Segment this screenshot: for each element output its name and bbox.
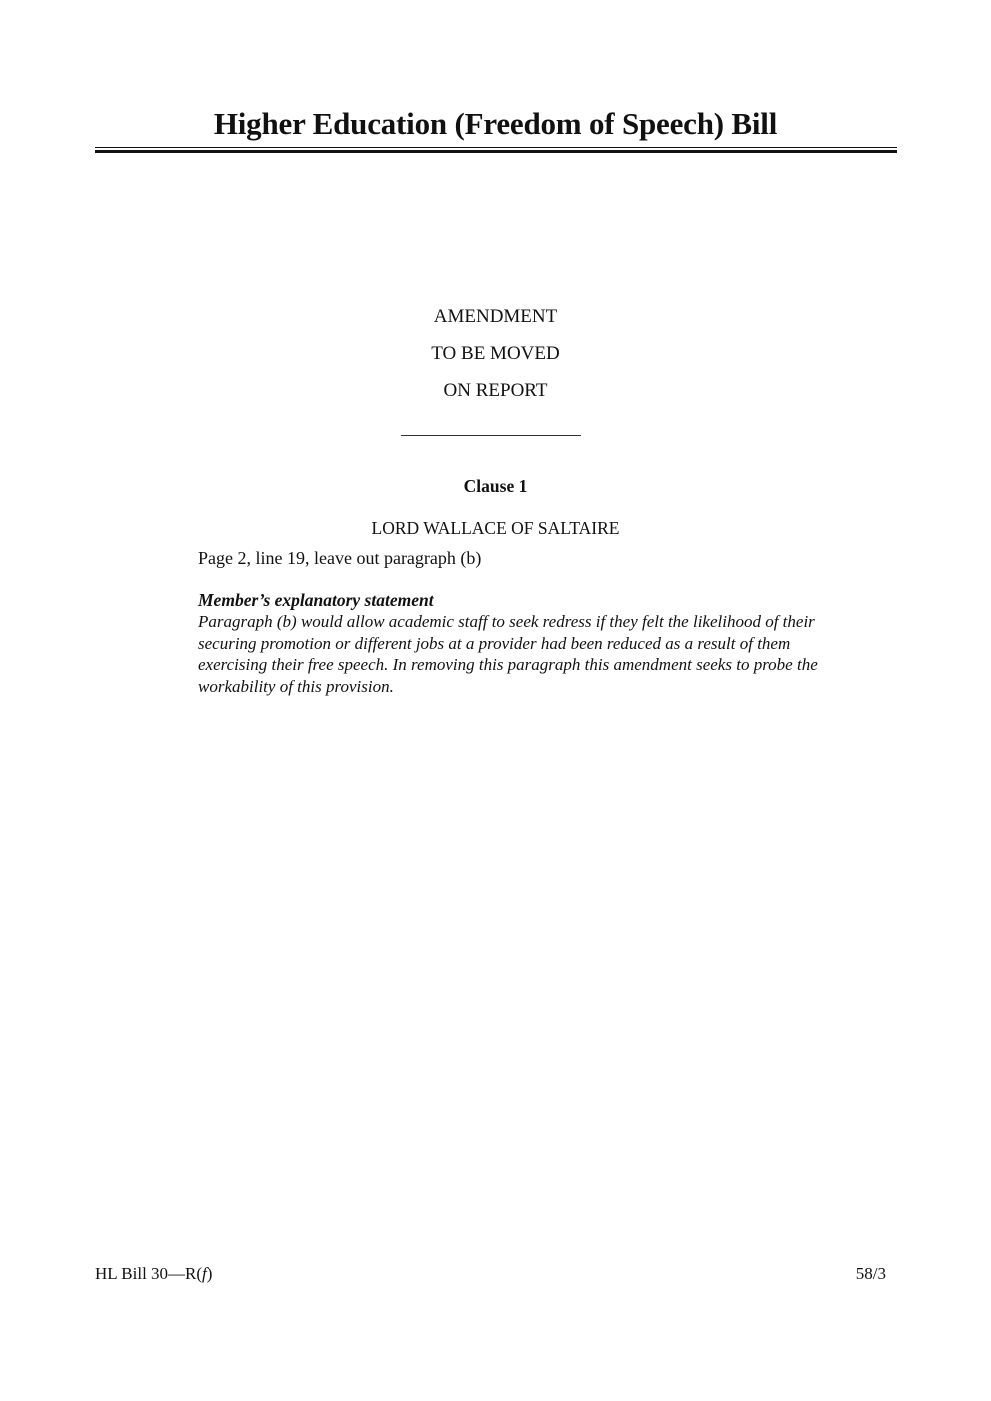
bill-ref-prefix: HL Bill 30—R( bbox=[95, 1264, 203, 1283]
page-reference: 58/3 bbox=[855, 1264, 886, 1283]
clause-heading: Clause 1 bbox=[463, 476, 528, 496]
statement-line: workability of this provision. bbox=[198, 676, 394, 696]
bill-reference bbox=[95, 1264, 212, 1284]
statement-line: Paragraph (b) would allow academic staff to seek redress if they felt the likelihood of their bbox=[198, 612, 815, 631]
bill-ref-italic: f bbox=[202, 1264, 207, 1283]
title-rule-thick bbox=[95, 150, 897, 153]
amendment-text: Page 2, line 19, leave out paragraph (b) bbox=[198, 548, 482, 568]
heading-line-2: TO BE MOVED bbox=[431, 343, 560, 364]
heading-line-1: AMENDMENT bbox=[433, 306, 558, 327]
statement-heading: Member’s explanatory statement bbox=[198, 590, 434, 610]
statement-line: exercising their free speech. In removing this paragraph this amendment seeks to probe the bbox=[198, 655, 818, 674]
statement-line: securing promotion or different jobs at a provider had been reduced as a result of them bbox=[198, 633, 791, 653]
bill-ref-suffix: ) bbox=[206, 1264, 213, 1283]
title-rule-thin bbox=[95, 147, 897, 148]
separator-line bbox=[401, 435, 581, 436]
explanatory-statement bbox=[198, 611, 818, 697]
bill-title: Higher Education (Freedom of Speech) Bill bbox=[213, 106, 778, 141]
heading-line-3: ON REPORT bbox=[443, 380, 548, 401]
member-name: LORD WALLACE OF SALTAIRE bbox=[371, 518, 620, 538]
